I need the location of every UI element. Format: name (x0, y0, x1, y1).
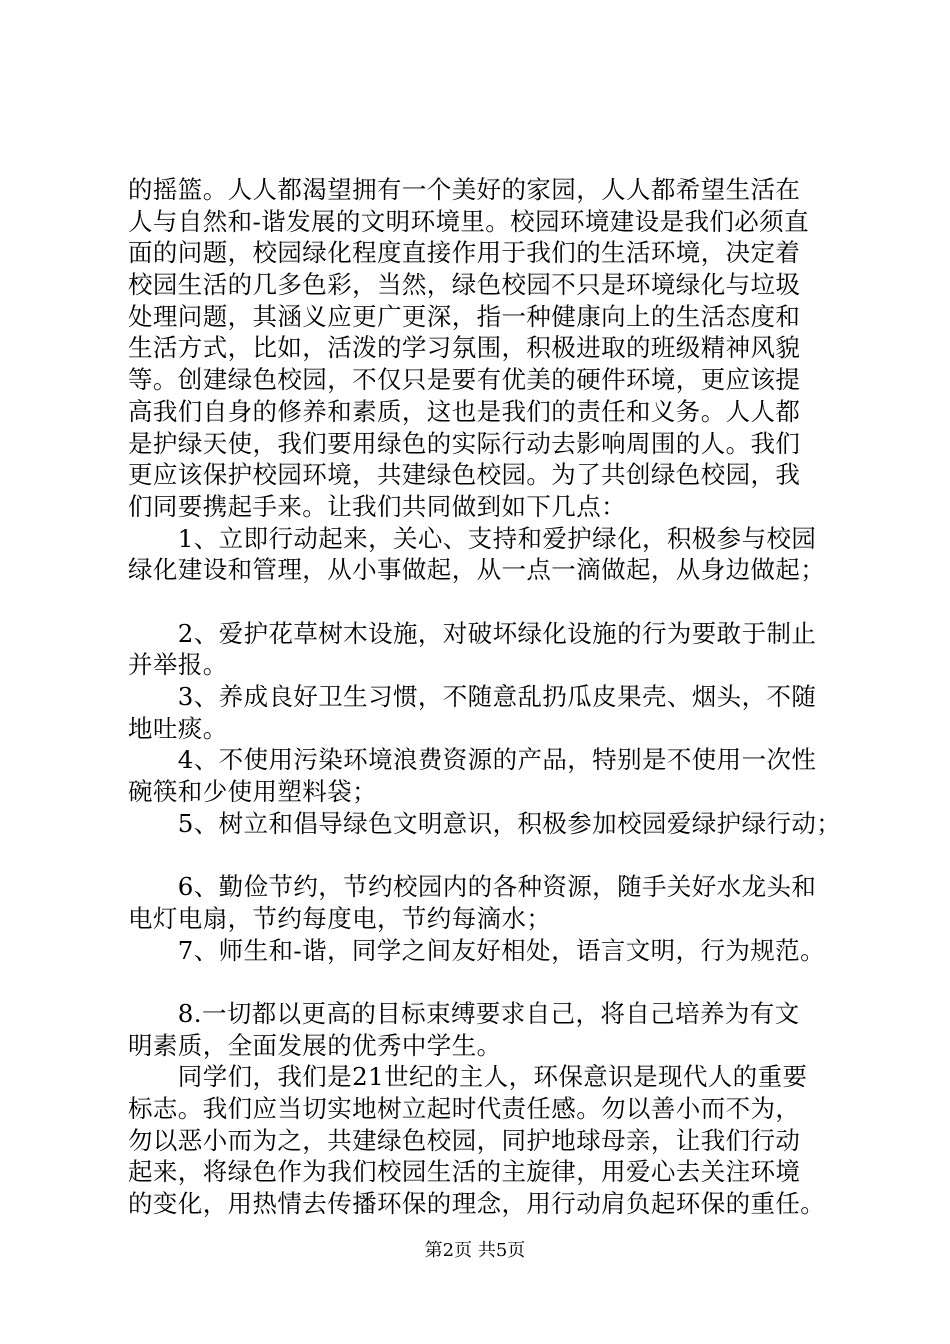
text-line: 人与自然和-谐发展的文明环境里。校园环境建设是我们必须直 (128, 206, 809, 236)
text-line: 生活方式，比如，活泼的学习氛围，积极进取的班级精神风貌 (128, 333, 801, 363)
text-line: 的摇篮。人人都渴望拥有一个美好的家园，人人都希望生活在 (128, 175, 801, 204)
text-line: 更应该保护校园环境，共建绿色校园。为了共创绿色校园，我 (128, 460, 801, 490)
list-item-line: 7、师生和-谐，同学之间友好相处，语言文明，行为规范。 (128, 935, 825, 965)
list-item-line: 地吐痰。 (128, 713, 228, 743)
text-line: 们同要携起手来。让我们共同做到如下几点： (128, 491, 626, 521)
blank-line (128, 966, 848, 998)
list-item-line: 碗筷和少使用塑料袋； (128, 777, 377, 807)
text-line: 等。创建绿色校园，不仅只是要有优美的硬件环境，更应该提 (128, 365, 801, 395)
list-item-line: 明素质，全面发展的优秀中学生。 (128, 1030, 502, 1060)
text-line: 校园生活的几多色彩，当然，绿色校园不只是环境绿化与垃圾 (128, 270, 801, 300)
text-line: 高我们自身的修养和素质，这也是我们的责任和义务。人人都 (128, 396, 801, 426)
text-line: 同学们，我们是21世纪的主人，环保意识是现代人的重要 (128, 1062, 808, 1092)
list-item-line: 并举报。 (128, 650, 228, 680)
list-item-line: 2、爱护花草树木设施，对破坏绿化设施的行为要敢于制止 (128, 618, 817, 648)
blank-line (128, 586, 848, 618)
text-line: 的变化，用热情去传播环保的理念，用行动肩负起环保的重任。 (128, 1189, 826, 1218)
list-item-line: 5、树立和倡导绿色文明意识，积极参加校园爱绿护绿行动； (128, 808, 842, 838)
list-item-line: 3、养成良好卫生习惯，不随意乱扔瓜皮果壳、烟头，不随 (128, 682, 817, 711)
text-line: 勿以恶小而为之，共建绿色校园，同护地球母亲，让我们行动 (128, 1125, 801, 1155)
text-line: 起来，将绿色作为我们校园生活的主旋律，用爱心去关注环境 (128, 1157, 801, 1187)
list-item-line: 绿化建设和管理，从小事做起，从一点一滴做起，从身边做起； (128, 555, 826, 585)
list-item-line: 电灯电扇，节约每度电，节约每滴水； (128, 903, 552, 933)
list-item-line: 6、勤俭节约，节约校园内的各种资源，随手关好水龙头和 (128, 872, 817, 902)
list-item-line: 1、立即行动起来，关心、支持和爱护绿化，积极参与校园 (128, 523, 817, 553)
text-line: 标志。我们应当切实地树立起时代责任感。勿以善小而不为， (128, 1093, 801, 1123)
text-line: 处理问题，其涵义应更广更深，指一种健康向上的生活态度和 (128, 301, 801, 331)
list-item-line: 4、不使用污染环境浪费资源的产品，特别是不使用一次性 (128, 745, 817, 775)
text-line: 面的问题，校园绿化程度直接作用于我们的生活环境，决定着 (128, 238, 801, 268)
document-body (128, 174, 848, 1220)
text-line: 是护绿天使，我们要用绿色的实际行动去影响周围的人。我们 (128, 428, 801, 458)
list-item-line: 8.一切都以更高的目标束缚要求自己，将自己培养为有文 (128, 998, 800, 1028)
page-number-footer: 第2页 共5页 (424, 1240, 526, 1261)
blank-line (128, 839, 848, 871)
